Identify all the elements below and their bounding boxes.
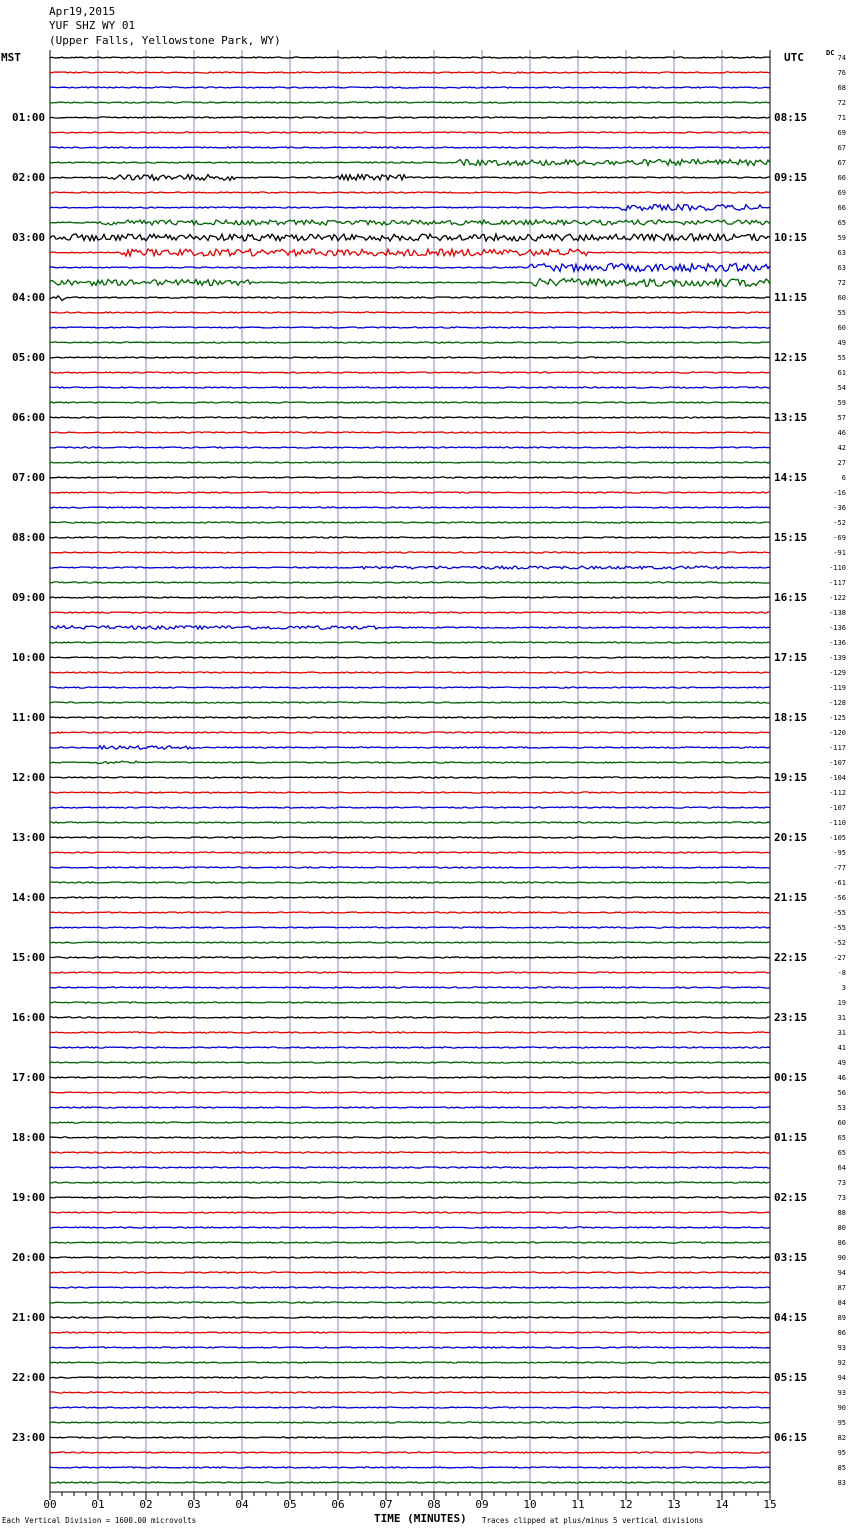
trace-line — [50, 1407, 770, 1408]
trace-line — [50, 102, 770, 103]
dc-offset-label: 94 — [837, 1373, 846, 1382]
trace-line — [50, 912, 770, 913]
trace-line — [50, 1332, 770, 1333]
dc-offset-label: 60 — [837, 293, 846, 302]
dc-offset-label: -36 — [833, 503, 846, 512]
trace-line — [50, 987, 770, 988]
trace-line — [50, 612, 770, 613]
trace-line — [50, 777, 770, 778]
trace-line — [50, 87, 770, 88]
dc-offset-label: 90 — [837, 1403, 846, 1412]
trace-line — [50, 1092, 770, 1093]
dc-offset-label: 65 — [837, 1133, 846, 1142]
mst-hour-label: 05:00 — [12, 350, 46, 364]
mst-hour-label: 20:00 — [12, 1250, 46, 1264]
dc-offset-label: -110 — [829, 818, 846, 827]
trace-line — [50, 1467, 770, 1468]
mst-hour-label: 21:00 — [12, 1310, 46, 1324]
dc-offset-label: 19 — [837, 998, 846, 1007]
trace-line — [50, 357, 770, 358]
dc-offset-label: 65 — [837, 1148, 846, 1157]
header-station: YUF SHZ WY 01 — [49, 19, 136, 32]
mst-hour-label: 01:00 — [12, 110, 46, 124]
dc-offset-label: 49 — [837, 1058, 846, 1067]
trace-line — [50, 1227, 770, 1228]
utc-hour-label: 17:15 — [774, 650, 808, 664]
dc-offset-label: -27 — [833, 953, 846, 962]
trace-line — [50, 897, 770, 898]
x-tick-label: 10 — [523, 1498, 537, 1511]
trace-line — [50, 867, 770, 868]
x-tick-label: 00 — [43, 1498, 57, 1511]
dc-offset-label: 59 — [837, 398, 846, 407]
dc-offset-label: -129 — [829, 668, 846, 677]
dc-offset-label: 42 — [837, 443, 846, 452]
mst-hour-label: 07:00 — [12, 470, 46, 484]
trace-line — [50, 1062, 770, 1063]
trace-line — [50, 1017, 770, 1018]
trace-line — [50, 837, 770, 838]
dc-offset-label: 59 — [837, 233, 846, 242]
dc-offset-label: 93 — [837, 1388, 846, 1397]
trace-line — [50, 1257, 770, 1258]
trace-line — [50, 220, 770, 225]
trace-line — [50, 234, 770, 241]
utc-hour-label: 04:15 — [774, 1310, 808, 1324]
trace-line — [50, 447, 770, 448]
x-tick-label: 13 — [667, 1498, 681, 1511]
trace-line — [50, 1302, 770, 1303]
mst-hour-label: 09:00 — [12, 590, 46, 604]
trace-line — [50, 1047, 770, 1048]
trace-line — [50, 175, 770, 181]
dc-offset-label: 65 — [837, 218, 846, 227]
dc-offset-label: 61 — [837, 368, 846, 377]
trace-line — [50, 566, 770, 569]
trace-line — [50, 1002, 770, 1003]
utc-hour-label: 22:15 — [774, 950, 808, 964]
mst-timezone-label: MST — [1, 51, 21, 64]
utc-hour-label: 06:15 — [774, 1430, 808, 1444]
trace-line — [50, 1107, 770, 1108]
trace-line — [50, 761, 770, 764]
utc-hour-label: 02:15 — [774, 1190, 808, 1204]
utc-timezone-label: UTC — [784, 51, 804, 64]
dc-offset-label: -77 — [833, 863, 846, 872]
dc-offset-label: 86 — [837, 1328, 846, 1337]
x-tick-label: 01 — [91, 1498, 105, 1511]
trace-line — [50, 1287, 770, 1288]
dc-offset-label: 68 — [837, 83, 846, 92]
dc-offset-label: -52 — [833, 938, 846, 947]
trace-line — [50, 537, 770, 538]
mst-hour-label: 19:00 — [12, 1190, 46, 1204]
utc-hour-label: 14:15 — [774, 470, 808, 484]
dc-offset-label: 84 — [837, 1298, 846, 1307]
dc-offset-label: -112 — [829, 788, 846, 797]
trace-line — [50, 72, 770, 73]
dc-offset-label: 41 — [837, 1043, 846, 1052]
trace-line — [50, 852, 770, 853]
trace-line — [50, 1197, 770, 1198]
dc-offset-label: 67 — [837, 143, 846, 152]
dc-offset-label: 69 — [837, 128, 846, 137]
trace-line — [50, 342, 770, 343]
dc-offset-label: 94 — [837, 1268, 846, 1277]
dc-offset-label: 72 — [837, 98, 846, 107]
dc-offset-label: 60 — [837, 323, 846, 332]
x-tick-label: 09 — [475, 1498, 489, 1511]
trace-line — [50, 1137, 770, 1138]
dc-offset-label: -16 — [833, 488, 846, 497]
dc-offset-label: 92 — [837, 1358, 846, 1367]
dc-offset-label: -120 — [829, 728, 846, 737]
trace-line — [50, 1077, 770, 1078]
mst-hour-label: 08:00 — [12, 530, 46, 544]
x-tick-label: 15 — [763, 1498, 777, 1511]
dc-offset-label: 55 — [837, 308, 846, 317]
dc-offset-label: -107 — [829, 758, 846, 767]
mst-hour-label: 12:00 — [12, 770, 46, 784]
trace-line — [50, 462, 770, 463]
dc-offset-label: -136 — [829, 623, 846, 632]
x-axis-title: TIME (MINUTES) — [374, 1512, 467, 1525]
dc-offset-label: 56 — [837, 1088, 846, 1097]
dc-offset-label: 57 — [837, 413, 846, 422]
trace-line — [50, 1392, 770, 1393]
trace-line — [50, 807, 770, 808]
x-tick-label: 06 — [331, 1498, 345, 1511]
trace-line — [50, 205, 770, 211]
mst-hour-label: 06:00 — [12, 410, 46, 424]
dc-offset-label: -91 — [833, 548, 846, 557]
utc-hour-label: 13:15 — [774, 410, 808, 424]
trace-line — [50, 732, 770, 733]
trace-line — [50, 312, 770, 313]
dc-offset-label: -107 — [829, 803, 846, 812]
utc-hour-label: 03:15 — [774, 1250, 808, 1264]
trace-line — [50, 687, 770, 688]
trace-line — [50, 477, 770, 478]
mst-hour-label: 23:00 — [12, 1430, 46, 1444]
dc-offset-label: 63 — [837, 248, 846, 257]
dc-offset-label: 71 — [837, 113, 846, 122]
dc-offset-label: 69 — [837, 188, 846, 197]
trace-line — [50, 702, 770, 703]
trace-line — [50, 1422, 770, 1423]
trace-line — [50, 972, 770, 973]
utc-hour-label: 10:15 — [774, 230, 808, 244]
dc-offset-label: 53 — [837, 1103, 846, 1112]
trace-line — [50, 552, 770, 553]
utc-hour-label: 09:15 — [774, 170, 808, 184]
dc-offset-label: 88 — [837, 1208, 846, 1217]
header-date: Apr19,2015 — [49, 5, 116, 18]
dc-offset-label: -61 — [833, 878, 846, 887]
trace-line — [50, 147, 770, 148]
dc-offset-label: 83 — [837, 1478, 846, 1487]
trace-line — [50, 1437, 770, 1438]
x-tick-label: 14 — [715, 1498, 729, 1511]
dc-offset-label: 46 — [837, 1073, 846, 1082]
scale-note: Each Vertical Division = 1600.00 microvolts — [2, 1516, 197, 1525]
trace-line — [50, 507, 770, 508]
dc-offset-label: 82 — [837, 1433, 846, 1442]
dc-offset-label: -56 — [833, 893, 846, 902]
trace-line — [50, 1482, 770, 1483]
dc-offset-label: 95 — [837, 1448, 846, 1457]
mst-hour-label: 03:00 — [12, 230, 46, 244]
dc-offset-label: 46 — [837, 428, 846, 437]
utc-hour-label: 23:15 — [774, 1010, 808, 1024]
dc-offset-label: 60 — [837, 1118, 846, 1127]
mst-hour-label: 22:00 — [12, 1370, 46, 1384]
trace-line — [50, 387, 770, 388]
trace-line — [50, 417, 770, 418]
dc-label: DC — [826, 49, 835, 57]
trace-line — [50, 57, 770, 58]
utc-hour-label: 19:15 — [774, 770, 808, 784]
utc-hour-label: 16:15 — [774, 590, 808, 604]
utc-hour-label: 18:15 — [774, 710, 808, 724]
x-tick-label: 08 — [427, 1498, 441, 1511]
trace-line — [50, 597, 770, 598]
trace-line — [50, 672, 770, 673]
dc-offset-label: 31 — [837, 1013, 846, 1022]
mst-hour-label: 14:00 — [12, 890, 46, 904]
dc-offset-label: 49 — [837, 338, 846, 347]
header-location: (Upper Falls, Yellowstone Park, WY) — [49, 34, 281, 47]
trace-line — [50, 1317, 770, 1318]
trace-line — [50, 372, 770, 373]
dc-offset-label: -55 — [833, 923, 846, 932]
dc-offset-label: 86 — [837, 1238, 846, 1247]
x-tick-label: 03 — [187, 1498, 201, 1511]
utc-hour-label: 05:15 — [774, 1370, 808, 1384]
dc-offset-label: 3 — [841, 983, 846, 992]
x-tick-label: 02 — [139, 1498, 153, 1511]
x-tick-label: 12 — [619, 1498, 633, 1511]
clip-note: Traces clipped at plus/minus 5 vertical divisions — [482, 1516, 704, 1525]
trace-line — [50, 264, 770, 272]
mst-hour-label: 18:00 — [12, 1130, 46, 1144]
utc-hour-label: 08:15 — [774, 110, 808, 124]
dc-offset-label: 6 — [841, 473, 846, 482]
trace-line — [50, 582, 770, 583]
trace-line — [50, 1242, 770, 1243]
dc-offset-label: 90 — [837, 1253, 846, 1262]
trace-line — [50, 279, 770, 287]
dc-offset-label: 72 — [837, 278, 846, 287]
x-tick-label: 04 — [235, 1498, 249, 1511]
utc-hour-label: 01:15 — [774, 1130, 808, 1144]
trace-line — [50, 882, 770, 883]
dc-offset-label: 73 — [837, 1178, 846, 1187]
trace-line — [50, 927, 770, 928]
dc-offset-label: -119 — [829, 683, 846, 692]
dc-offset-label: 31 — [837, 1028, 846, 1037]
trace-line — [50, 642, 770, 643]
dc-offset-label: 63 — [837, 263, 846, 272]
dc-offset-label: -138 — [829, 608, 846, 617]
trace-line — [50, 492, 770, 493]
dc-offset-label: -128 — [829, 698, 846, 707]
dc-offset-label: 27 — [837, 458, 846, 467]
dc-offset-label: -52 — [833, 518, 846, 527]
utc-hour-label: 00:15 — [774, 1070, 808, 1084]
utc-hour-label: 20:15 — [774, 830, 808, 844]
mst-hour-label: 02:00 — [12, 170, 46, 184]
dc-offset-label: -55 — [833, 908, 846, 917]
dc-offset-label: -69 — [833, 533, 846, 542]
x-tick-label: 11 — [571, 1498, 585, 1511]
dc-offset-label: -104 — [829, 773, 846, 782]
dc-offset-label: -110 — [829, 563, 846, 572]
trace-line — [50, 402, 770, 403]
trace-line — [50, 1182, 770, 1183]
dc-offset-label: -8 — [837, 968, 846, 977]
trace-line — [50, 657, 770, 658]
mst-hour-label: 10:00 — [12, 650, 46, 664]
mst-hour-label: 13:00 — [12, 830, 46, 844]
trace-line — [50, 1032, 770, 1033]
mst-hour-label: 16:00 — [12, 1010, 46, 1024]
utc-hour-label: 12:15 — [774, 350, 808, 364]
trace-line — [50, 132, 770, 133]
trace-line — [50, 117, 770, 118]
trace-line — [50, 1347, 770, 1348]
dc-offset-label: -125 — [829, 713, 846, 722]
trace-line — [50, 160, 770, 166]
x-tick-label: 07 — [379, 1498, 393, 1511]
dc-offset-label: 67 — [837, 158, 846, 167]
dc-offset-label: 74 — [837, 53, 846, 62]
utc-hour-label: 11:15 — [774, 290, 808, 304]
trace-line — [50, 717, 770, 718]
trace-line — [50, 1212, 770, 1213]
dc-offset-label: -105 — [829, 833, 846, 842]
dc-offset-label: -117 — [829, 743, 846, 752]
mst-hour-label: 11:00 — [12, 710, 46, 724]
trace-line — [50, 957, 770, 958]
dc-offset-label: 80 — [837, 1223, 846, 1232]
dc-offset-label: 73 — [837, 1193, 846, 1202]
trace-line — [50, 1167, 770, 1168]
trace-line — [50, 1272, 770, 1273]
dc-offset-label: 87 — [837, 1283, 846, 1292]
dc-offset-label: 95 — [837, 1418, 846, 1427]
trace-line — [50, 1452, 770, 1453]
trace-line — [50, 746, 770, 749]
dc-offset-label: -95 — [833, 848, 846, 857]
dc-offset-label: 66 — [837, 203, 846, 212]
dc-offset-label: -136 — [829, 638, 846, 647]
trace-line — [50, 296, 770, 301]
trace-line — [50, 792, 770, 793]
dc-offset-label: 76 — [837, 68, 846, 77]
trace-line — [50, 1152, 770, 1153]
trace-line — [50, 327, 770, 328]
trace-line — [50, 192, 770, 193]
dc-offset-label: -139 — [829, 653, 846, 662]
dc-offset-label: 66 — [837, 173, 846, 182]
dc-offset-label: -122 — [829, 593, 846, 602]
dc-offset-label: 93 — [837, 1343, 846, 1352]
dc-offset-label: 89 — [837, 1313, 846, 1322]
utc-hour-label: 21:15 — [774, 890, 808, 904]
trace-line — [50, 1362, 770, 1363]
trace-line — [50, 1122, 770, 1123]
mst-hour-label: 15:00 — [12, 950, 46, 964]
trace-line — [50, 522, 770, 523]
utc-hour-label: 15:15 — [774, 530, 808, 544]
mst-hour-label: 17:00 — [12, 1070, 46, 1084]
x-tick-label: 05 — [283, 1498, 297, 1511]
trace-line — [50, 1377, 770, 1378]
trace-line — [50, 432, 770, 433]
dc-offset-label: 64 — [837, 1163, 846, 1172]
dc-offset-label: 54 — [837, 383, 846, 392]
mst-hour-label: 04:00 — [12, 290, 46, 304]
dc-offset-label: -117 — [829, 578, 846, 587]
trace-line — [50, 626, 770, 630]
trace-line — [50, 249, 770, 256]
dc-offset-label: 55 — [837, 353, 846, 362]
dc-offset-label: 85 — [837, 1463, 846, 1472]
trace-line — [50, 942, 770, 943]
trace-line — [50, 822, 770, 823]
